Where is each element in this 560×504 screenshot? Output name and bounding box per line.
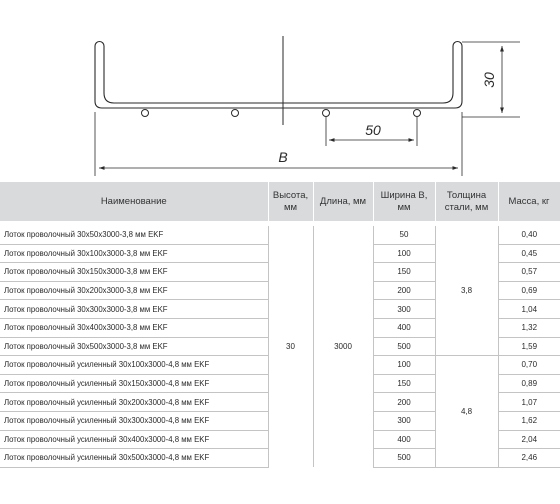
cross-wire-dots [142,110,421,117]
row-width: 400 [373,430,435,449]
row-width: 200 [373,393,435,412]
row-width: 500 [373,337,435,356]
row-name: Лоток проволочный 30х300х3000-3,8 мм EKF [0,300,268,319]
header-mass: Масса, кг [498,182,560,224]
header-width: Ширина B, мм [373,182,435,224]
row-width: 300 [373,300,435,319]
row-width: 50 [373,224,435,245]
row-mass: 0,40 [498,224,560,245]
row-name: Лоток проволочный усиленный 30х300х3000-4,8 мм EKF [0,411,268,430]
row-name: Лоток проволочный 30х100х3000-3,8 мм EKF [0,244,268,263]
shared-length: 3000 [313,224,373,468]
thickness-group-1: 3,8 [435,224,498,356]
row-width: 300 [373,411,435,430]
row-width: 100 [373,356,435,375]
table-header-row [0,182,560,224]
specifications-table [0,182,560,468]
row-name: Лоток проволочный усиленный 30х500х3000-4,8 мм EKF [0,449,268,468]
row-mass: 1,07 [498,393,560,412]
row-name: Лоток проволочный 30х400х3000-3,8 мм EKF [0,318,268,337]
header-name: Наименование [0,182,268,224]
header-length: Длина, мм [313,182,373,224]
row-name: Лоток проволочный усиленный 30х150х3000-4,8 мм EKF [0,374,268,393]
row-mass: 2,04 [498,430,560,449]
row-mass: 1,32 [498,318,560,337]
row-width: 100 [373,244,435,263]
table-row [0,224,560,245]
row-width: 400 [373,318,435,337]
row-mass: 1,04 [498,300,560,319]
row-name: Лоток проволочный усиленный 30х400х3000-4,8 мм EKF [0,430,268,449]
height-dimension-label: 30 [481,72,497,88]
row-name: Лоток проволочный 30х50х3000-3,8 мм EKF [0,224,268,245]
row-name: Лоток проволочный усиленный 30х200х3000-4,8 мм EKF [0,393,268,412]
tray-cross-section-drawing [0,0,560,182]
row-mass: 1,62 [498,411,560,430]
row-name: Лоток проволочный 30х500х3000-3,8 мм EKF [0,337,268,356]
width-dimension [95,112,462,176]
row-width: 150 [373,263,435,282]
row-width: 500 [373,449,435,468]
header-height: Высота, мм [268,182,313,224]
pitch-dimension-label: 50 [365,122,381,138]
row-width: 200 [373,281,435,300]
header-thickness: Толщина стали, мм [435,182,498,224]
row-mass: 0,57 [498,263,560,282]
thickness-group-2: 4,8 [435,356,498,468]
tray-wire-profile [95,42,462,109]
row-name: Лоток проволочный 30х200х3000-3,8 мм EKF [0,281,268,300]
row-mass: 2,46 [498,449,560,468]
row-mass: 0,69 [498,281,560,300]
shared-height: 30 [268,224,313,468]
width-dimension-label: B [278,149,288,165]
row-mass: 0,89 [498,374,560,393]
row-width: 150 [373,374,435,393]
row-mass: 0,70 [498,356,560,375]
row-name: Лоток проволочный усиленный 30х100х3000-4,8 мм EKF [0,356,268,375]
row-name: Лоток проволочный 30х150х3000-3,8 мм EKF [0,263,268,282]
row-mass: 0,45 [498,244,560,263]
row-mass: 1,59 [498,337,560,356]
